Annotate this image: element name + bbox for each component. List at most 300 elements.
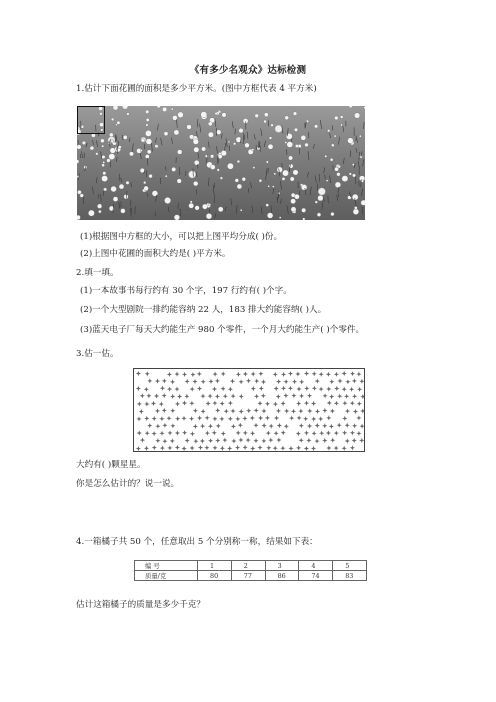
star-icon — [352, 394, 357, 399]
flower-dot — [146, 118, 149, 121]
star-icon — [227, 446, 232, 451]
star-icon — [212, 386, 217, 391]
flower-dot — [178, 112, 184, 118]
star-icon — [250, 415, 255, 420]
star-icon — [185, 379, 190, 384]
star-icon — [231, 438, 236, 443]
star-icon — [230, 379, 235, 384]
star-icon — [257, 445, 262, 450]
grass-blade — [320, 120, 321, 129]
flower-dot — [285, 141, 287, 143]
star-icon — [276, 394, 281, 399]
star-icon — [228, 401, 233, 406]
star-icon — [177, 394, 182, 399]
grass-blade — [338, 192, 339, 197]
star-icon — [215, 408, 220, 413]
grass-blade — [261, 129, 262, 137]
star-icon — [307, 393, 312, 398]
grass-blade — [235, 129, 236, 135]
star-icon — [312, 386, 317, 391]
flower-dot — [206, 213, 212, 219]
flower-dot — [102, 145, 104, 147]
star-icon — [315, 379, 320, 384]
star-icon — [235, 445, 240, 450]
star-icon — [190, 431, 195, 436]
star-icon — [246, 408, 251, 413]
star-icon — [145, 431, 150, 436]
star-icon — [162, 378, 167, 383]
star-icon — [190, 387, 195, 392]
grass-blade — [146, 170, 147, 177]
star-icon — [160, 386, 165, 391]
grass-blade — [280, 181, 281, 189]
flower-dot — [157, 106, 161, 108]
star-icon — [337, 378, 342, 383]
flower-dot — [279, 217, 281, 219]
star-icon — [292, 379, 297, 384]
star-icon — [147, 378, 152, 383]
star-icon — [213, 372, 218, 377]
grass-blade — [251, 182, 252, 188]
flower-dot — [264, 120, 267, 123]
page-title: 《有多少名观众》达标检测 — [189, 65, 307, 76]
star-icon — [276, 379, 281, 384]
star-icon — [254, 408, 259, 413]
star-icon — [167, 430, 172, 435]
grass-blade — [313, 144, 314, 149]
star-icon — [352, 438, 357, 443]
star-icon — [212, 401, 217, 406]
flower-dot — [268, 144, 273, 149]
grass-blade — [338, 137, 339, 145]
grass-blade — [226, 139, 227, 147]
grass-blade — [82, 151, 83, 158]
star-icon — [352, 423, 357, 428]
star-icon — [137, 401, 142, 406]
star-icon — [334, 372, 339, 377]
star-icon — [277, 423, 282, 428]
flower-dot — [255, 114, 259, 118]
grass-blade — [119, 202, 120, 209]
flower-dot — [290, 177, 294, 181]
star-icon — [334, 386, 339, 391]
grass-blade — [325, 175, 326, 180]
star-icon — [136, 371, 141, 376]
star-icon — [221, 371, 226, 376]
star-icon — [162, 393, 167, 398]
grass-blade — [177, 119, 178, 127]
star-icon — [326, 386, 331, 391]
star-icon — [274, 431, 279, 436]
star-icon — [159, 402, 164, 407]
flower-dot — [233, 142, 236, 145]
star-icon — [257, 401, 262, 406]
star-icon — [170, 379, 175, 384]
flower-dot — [237, 160, 240, 163]
star-icon — [167, 445, 172, 450]
star-icon — [201, 409, 206, 414]
star-icon — [276, 408, 281, 413]
table-cell: 2 — [231, 561, 265, 571]
flower-dot — [288, 156, 292, 160]
flower-dot — [289, 164, 293, 168]
grass-blade — [93, 140, 94, 145]
grass-blade — [156, 138, 157, 143]
star-icon — [345, 438, 350, 443]
flower-dot — [334, 135, 336, 137]
star-icon — [208, 424, 213, 429]
flower-dot — [140, 149, 142, 151]
star-icon — [273, 372, 278, 377]
flower-dot — [337, 172, 341, 176]
table-cell: 5 — [333, 561, 367, 571]
star-icon — [239, 379, 244, 384]
flower-dot — [317, 213, 321, 217]
flower-dot — [268, 185, 270, 187]
grass-blade — [305, 121, 306, 127]
flower-dot — [352, 194, 358, 200]
star-icon — [140, 438, 145, 443]
star-icon — [284, 424, 289, 429]
star-icon — [216, 423, 221, 428]
grass-blade — [232, 121, 233, 128]
flower-dot — [122, 106, 128, 109]
star-icon — [155, 424, 160, 429]
star-icon — [246, 378, 251, 383]
flower-dot — [282, 170, 288, 176]
star-icon — [221, 431, 226, 436]
star-icon — [273, 446, 278, 451]
grass-blade — [322, 202, 323, 210]
grass-blade — [271, 206, 272, 214]
star-icon — [350, 430, 355, 435]
table-cell: 1 — [198, 561, 232, 571]
star-icon — [326, 415, 331, 420]
flower-dot — [295, 144, 298, 147]
flower-dot — [352, 164, 354, 166]
star-icon — [215, 394, 220, 399]
star-icon — [274, 415, 279, 420]
star-icon — [200, 394, 205, 399]
grass-blade — [140, 153, 141, 159]
grass-blade — [96, 177, 97, 183]
grass-blade — [101, 151, 102, 158]
star-icon — [353, 409, 358, 414]
star-icon — [266, 445, 271, 450]
star-icon — [159, 431, 164, 436]
grass-blade — [113, 204, 114, 213]
star-icon — [312, 431, 317, 436]
star-icon — [228, 416, 233, 421]
flower-dot — [305, 143, 309, 147]
star-icon — [314, 439, 319, 444]
flower-dot — [218, 207, 223, 212]
star-icon — [236, 430, 241, 435]
flower-dot — [353, 209, 359, 215]
grass-blade — [261, 207, 262, 214]
star-icon — [243, 430, 248, 435]
star-icon — [152, 445, 157, 450]
q4-question: 估计这箱橘子的质量是多少千克？ — [76, 600, 205, 610]
star-icon — [190, 372, 195, 377]
star-icon — [304, 401, 309, 406]
star-icon — [154, 393, 159, 398]
star-icon — [206, 401, 211, 406]
star-icon — [289, 416, 294, 421]
star-icon — [170, 408, 175, 413]
flower-dot — [109, 154, 115, 160]
flower-dot — [259, 179, 262, 182]
grass-blade — [343, 158, 344, 164]
flower-dot — [334, 116, 338, 120]
grass-blade — [147, 193, 148, 197]
star-icon — [250, 431, 255, 436]
star-icon — [147, 423, 152, 428]
grass-blade — [357, 139, 358, 143]
flower-dot — [315, 201, 318, 204]
star-icon — [146, 393, 151, 398]
star-icon — [337, 394, 342, 399]
star-icon — [291, 393, 296, 398]
star-field — [133, 368, 365, 452]
flower-dot — [113, 197, 118, 202]
flower-dot — [291, 207, 296, 212]
star-icon — [288, 371, 293, 376]
flower-dot — [164, 132, 168, 136]
flower-dot — [146, 139, 152, 145]
star-icon — [327, 400, 332, 405]
star-icon — [184, 394, 189, 399]
flower-dot — [240, 209, 242, 211]
star-icon — [162, 439, 167, 444]
star-icon — [360, 424, 365, 429]
star-icon — [181, 416, 186, 421]
grass-blade — [264, 141, 265, 147]
q1-stem: 1.估计下面花圃的面积是多少平方米。(图中方框代表 4 平方米) — [76, 84, 317, 94]
flower-dot — [208, 122, 212, 126]
star-icon — [238, 437, 243, 442]
flower-dot — [202, 204, 207, 209]
star-icon — [231, 394, 236, 399]
star-icon — [306, 438, 311, 443]
table-header-mass: 质量/克 — [135, 571, 198, 581]
star-icon — [144, 416, 149, 421]
flower-dot — [335, 167, 339, 171]
flower-dot — [189, 203, 194, 208]
flower-dot — [98, 210, 101, 213]
star-icon — [329, 424, 334, 429]
star-icon — [357, 387, 362, 392]
star-icon — [205, 431, 210, 436]
flower-dot — [291, 199, 296, 204]
star-icon — [152, 431, 157, 436]
grass-blade — [147, 158, 148, 165]
star-icon — [296, 401, 301, 406]
flower-dot — [102, 164, 105, 167]
star-icon — [162, 423, 167, 428]
star-icon — [137, 430, 142, 435]
table-cell: 74 — [299, 571, 333, 581]
grass-blade — [168, 207, 169, 212]
flower-dot — [110, 140, 114, 144]
grass-blade — [200, 124, 201, 133]
flower-dot — [294, 128, 298, 132]
star-icon — [352, 378, 357, 383]
flower-dot — [348, 196, 352, 200]
flower-dot — [144, 186, 149, 191]
flower-dot — [127, 113, 130, 116]
star-icon — [205, 415, 210, 420]
flower-dot — [97, 204, 102, 209]
star-icon — [356, 431, 361, 436]
star-icon — [273, 402, 278, 407]
star-icon — [200, 424, 205, 429]
flower-dot — [208, 132, 213, 137]
star-icon — [242, 416, 247, 421]
flower-dot — [201, 147, 205, 151]
star-icon — [281, 386, 286, 391]
flower-dot — [152, 191, 158, 197]
star-icon — [307, 423, 312, 428]
flower-dot — [293, 112, 297, 116]
star-icon — [222, 438, 227, 443]
grass-blade — [178, 203, 179, 208]
star-icon — [350, 445, 355, 450]
star-icon — [334, 401, 339, 406]
flower-dot — [301, 184, 307, 190]
q3-prompt: 你是怎么估计的？说一说。 — [76, 479, 180, 489]
flower-dot — [111, 186, 117, 192]
grass-blade — [356, 148, 357, 153]
star-icon — [269, 424, 274, 429]
star-icon — [204, 445, 209, 450]
flower-dot — [239, 128, 244, 133]
star-icon — [322, 423, 327, 428]
flower-dot — [359, 135, 361, 137]
grass-blade — [97, 140, 98, 147]
star-icon — [228, 387, 233, 392]
star-icon — [319, 387, 324, 392]
star-icon — [145, 371, 150, 376]
star-icon — [281, 401, 286, 406]
flower-dot — [201, 112, 207, 118]
grass-blade — [315, 175, 316, 182]
flower-dot — [77, 190, 81, 194]
flower-dot — [96, 153, 99, 156]
grass-blade — [158, 124, 159, 130]
grass-blade — [208, 142, 209, 148]
grass-blade — [254, 134, 255, 139]
flower-dot — [222, 113, 227, 118]
grass-blade — [287, 205, 288, 213]
grass-blade — [266, 168, 267, 174]
q2-sub1: (1)一本故事书每行约有 30 个字，197 行约有( )个字。 — [80, 286, 292, 296]
star-icon — [299, 393, 304, 398]
grass-blade — [215, 214, 216, 219]
grass-blade — [80, 154, 81, 158]
star-icon — [185, 438, 190, 443]
flower-dot — [274, 173, 276, 175]
star-icon — [144, 387, 149, 392]
grass-blade — [86, 143, 87, 147]
flower-dot — [252, 149, 254, 151]
star-icon — [360, 408, 365, 413]
star-icon — [243, 445, 248, 450]
grass-blade — [161, 138, 163, 145]
flower-dot — [277, 167, 283, 173]
star-icon — [268, 438, 273, 443]
grass-blade — [324, 167, 325, 173]
grass-blade — [121, 178, 122, 182]
star-icon — [140, 393, 145, 398]
grass-blade — [132, 143, 133, 152]
flower-dot — [271, 124, 274, 127]
star-icon — [284, 408, 289, 413]
star-icon — [291, 409, 296, 414]
flower-dot — [172, 167, 176, 171]
flower-dot — [215, 112, 218, 115]
star-icon — [283, 393, 288, 398]
grass-blade — [247, 132, 248, 139]
star-icon — [334, 446, 339, 451]
grass-blade — [231, 198, 232, 205]
star-icon — [253, 438, 258, 443]
flower-dot — [174, 215, 180, 220]
flower-dot — [285, 116, 289, 120]
flower-dot — [326, 180, 328, 182]
star-icon — [230, 408, 235, 413]
star-icon — [192, 379, 197, 384]
star-icon — [212, 430, 217, 435]
grass-blade — [330, 175, 331, 183]
star-icon — [239, 394, 244, 399]
star-icon — [329, 394, 334, 399]
star-icon — [356, 372, 361, 377]
star-icon — [326, 445, 331, 450]
star-icon — [319, 372, 324, 377]
star-icon — [250, 446, 255, 451]
star-icon — [175, 401, 180, 406]
square-outline-icon — [77, 106, 105, 134]
star-icon — [190, 445, 195, 450]
star-icon — [342, 430, 347, 435]
star-icon — [330, 408, 335, 413]
star-icon — [253, 423, 258, 428]
flower-dot — [145, 130, 151, 136]
flower-dot — [90, 146, 94, 150]
flower-dot — [266, 161, 268, 163]
flower-dot — [220, 177, 223, 180]
star-icon — [274, 386, 279, 391]
flower-dot — [174, 130, 179, 135]
flower-dot — [354, 206, 357, 209]
star-icon — [155, 379, 160, 384]
table-cell: 3 — [265, 561, 299, 571]
grass-blade — [332, 125, 333, 130]
flower-dot — [187, 125, 192, 130]
q2-sub3: (3)蓝天电子厂每天大约能生产 980 个零件，一个月大约能生产( )个零件。 — [80, 325, 365, 335]
star-icon — [342, 401, 347, 406]
table-cell: 77 — [231, 571, 265, 581]
grass-blade — [123, 135, 124, 140]
star-icon — [315, 409, 320, 414]
star-icon — [311, 416, 316, 421]
star-icon — [326, 372, 331, 377]
flower-dot — [104, 188, 107, 191]
star-icon — [220, 401, 225, 406]
flower-dot — [103, 172, 106, 175]
flower-dot — [123, 135, 127, 139]
